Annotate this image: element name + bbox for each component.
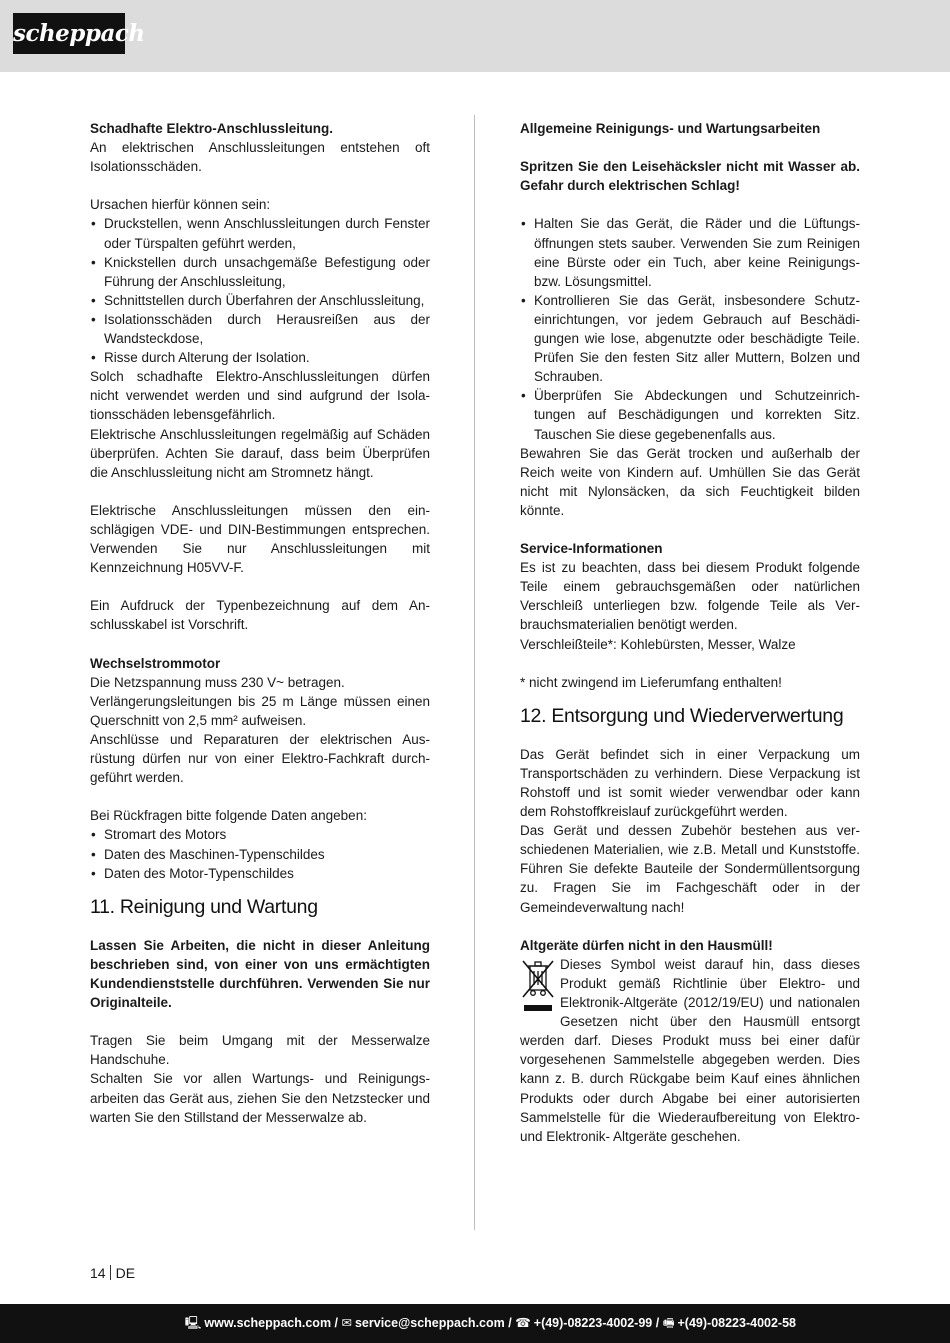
list-item: • Halten Sie das Gerät, die Räder und die Lüftungsöffnungen stets sauber. Verwenden Sie zum Reinigen eine Bürste oder ein Tuch, aber keine Reinigungs- bzw. Lösungsmittel. [520,214,860,290]
paragraph: Schalten Sie vor allen Wartungs- und Reinigungsarbeiten das Gerät aus, ziehen Sie den Netzstecker und warten Sie den Stillstand der Messerwalze ab. [90,1071,430,1125]
list-item: • Kontrollieren Sie das Gerät, insbesondere Schutzeinrichtungen, vor jedem Gebrauch auf Beschädigungen wie lose, abgenutzte oder beschädigte Teile. Prüfen Sie den festen Sitz aller Muttern, Bolzen und Schrauben. [520,291,860,386]
footnote: * nicht zwingend im Lieferumfang enthalten! [520,674,782,690]
weee-block [520,955,860,1146]
list-item: • Stromart des Motors [90,825,430,844]
paragraph: Die Netzspannung muss 230 V~ betragen. [90,674,345,690]
paragraph: Dieses Symbol weist darauf hin, dass dieses Produkt gemäß Richtlinie über Elektro- und Elektronik-Altgeräte (2012/19/EU) und nationalen Gesetzen nicht über den Hausmüll entsorgt werden darf. Dieses Produkt muss bei einer dafür vorgesehenen Sammelstelle abgegeben werden. Dies kann z. B. durch Rückgabe beim Kauf eines ähnlichen Produkts oder durch Abgabe bei einer autorisierten Sammelstelle für die Wiederaufbereitung von Elektro- und Elektronik- Altgeräte geschehen. [520,956,860,1144]
list-item: • Schnittstellen durch Überfahren der Anschlussleitung, [90,291,430,310]
paragraph: Verlängerungsleitungen bis 25 m Länge müssen einen Querschnitt von 2,5 mm² aufweisen. [90,693,430,728]
list-item: • Knickstellen durch unsachgemäße Befestigung oder Führung der Anschlussleitung, [90,253,430,291]
list-item: • Daten des Maschinen-Typenschildes [90,845,430,864]
page-number [90,1264,135,1282]
paragraph: Ein Aufdruck der Typenbezeichnung auf dem Anschlusskabel ist Vorschrift. [90,598,430,633]
paragraph: Tragen Sie beim Umgang mit der Messerwalze Handschuhe. [90,1033,430,1068]
fax-icon: 🖷︎ [662,1316,675,1330]
warning-text: Spritzen Sie den Leisehäcksler nicht mit Wasser ab. Gefahr durch elektrischen Schlag! [520,159,860,194]
right-column [520,119,860,1146]
page-number-separator [110,1265,111,1280]
section-title-motor: Wechselstrommotor [90,655,221,671]
list-item: • Druckstellen, wenn Anschlussleitungen durch Fenster oder Türspalten geführt werden, [90,214,430,252]
motor-data-list [90,825,430,882]
paragraph: Bei Rückfragen bitte folgende Daten angeben: [90,808,367,824]
list-item: • Risse durch Alterung der Isolation. [90,348,430,367]
section-title-weee: Altgeräte dürfen nicht in den Hausmüll! [520,937,773,953]
email-link[interactable]: service@scheppach.com / [354,1316,512,1330]
paragraph: Anschlüsse und Reparaturen der elektrischen Ausrüstung dürfen nur von einer Elektro-Fachkraft durchgeführt werden. [90,732,430,786]
paragraph: Verschleißteile*: Kohlebürsten, Messer, Walze [520,636,796,652]
paragraph: Das Gerät und dessen Zubehör bestehen aus verschiedenen Materialien, wie z.B. Metall und Kunststoffe. Führen Sie defekte Bauteile der Sondermüllentsorgung zu. Fragen Sie im Fachgeschäft oder in der Gemeindeverwaltung nach! [520,823,860,915]
crossed-bin-icon [520,957,556,1017]
left-column [90,119,430,1127]
email-icon: ✉︎ [341,1316,352,1330]
paragraph: Das Gerät befindet sich in einer Verpackung um Transportschäden zu verhindern. Diese Verpackung ist Rohstoff und ist somit wieder verwendbar oder kann dem Rohstoffkreislauf zurückgeführt werden. [520,746,860,820]
heading-disposal: 12. Entsorgung und Wiederverwertung [520,704,844,727]
footer-contact-bar [0,1304,950,1343]
list-item: • Isolationsschäden durch Herausreißen aus der Wandsteckdose, [90,310,430,348]
list-item: • Daten des Motor-Typenschildes [90,864,430,883]
phone-number: +(49)-08223-4002-99 / [533,1316,660,1330]
section-title-service: Service-Informationen [520,541,663,557]
computer-icon: 🖳︎ [184,1316,202,1330]
cleaning-list [520,214,860,443]
paragraph: Elektrische Anschlussleitungen müssen den einschlägigen VDE- und DIN-Bestimmungen entsprechen. Verwenden Sie nur Anschlussleitungen mit Kennzeichnung H05VV-F. [90,502,430,576]
section-title-cleaning: Allgemeine Reinigungs- und Wartungsarbeiten [520,121,821,136]
list-item: • Überprüfen Sie Abdeckungen und Schutzeinrichtungen auf Beschädigungen und korrekten Sitz. Tauschen Sie diese gegebenenfalls aus. [520,386,860,443]
paragraph: Ursachen hierfür können sein: [90,197,271,213]
paragraph: Solch schadhafte Elektro-Anschlussleitungen dürfen nicht verwendet werden und sind aufgrund der Isolationsschäden lebensgefährlich. [90,369,430,423]
column-divider [474,115,475,1230]
page-number-value: 14 [90,1265,106,1281]
scheppach-logo: scheppach [13,13,125,54]
paragraph: Es ist zu beachten, dass bei diesem Produkt folgende Teile einem gebrauchsgemäßen oder natürlichen Verschleiß unterliegen bzw. folgende Teile als Verbrauchsmaterialien benötigt werden. [520,560,860,633]
paragraph: An elektrischen Anschlussleitungen entstehen oft Isolationsschäden. [90,140,430,175]
header-bar [0,0,950,72]
phone-icon: ☎︎ [515,1316,531,1330]
section-title-cable-damage: Schadhafte Elektro-Anschlussleitung. [90,121,334,136]
warning-text: Lassen Sie Arbeiten, die nicht in dieser Anleitung beschrieben sind, von einer von uns ermächtigten Kundendienststelle durchführen. Verwenden Sie nur Originalteile. [90,937,430,1011]
language-code: DE [115,1265,136,1281]
website-link[interactable]: www.scheppach.com / [204,1316,339,1330]
causes-list [90,214,430,367]
paragraph: Bewahren Sie das Gerät trocken und außerhalb der Reich weite von Kindern auf. Umhüllen Sie das Gerät nicht mit Nylonsäcken, da sich Feuchtigkeit bilden könnte. [520,445,860,518]
paragraph: Elektrische Anschlussleitungen regelmäßig auf Schäden überprüfen. Achten Sie darauf, dass beim Überprüfen die Anschlussleitung nicht am Stromnetz hängt. [90,426,430,480]
fax-number: +(49)-08223-4002-58 [677,1316,796,1330]
heading-cleaning-maintenance: 11. Reinigung und Wartung [90,895,318,918]
